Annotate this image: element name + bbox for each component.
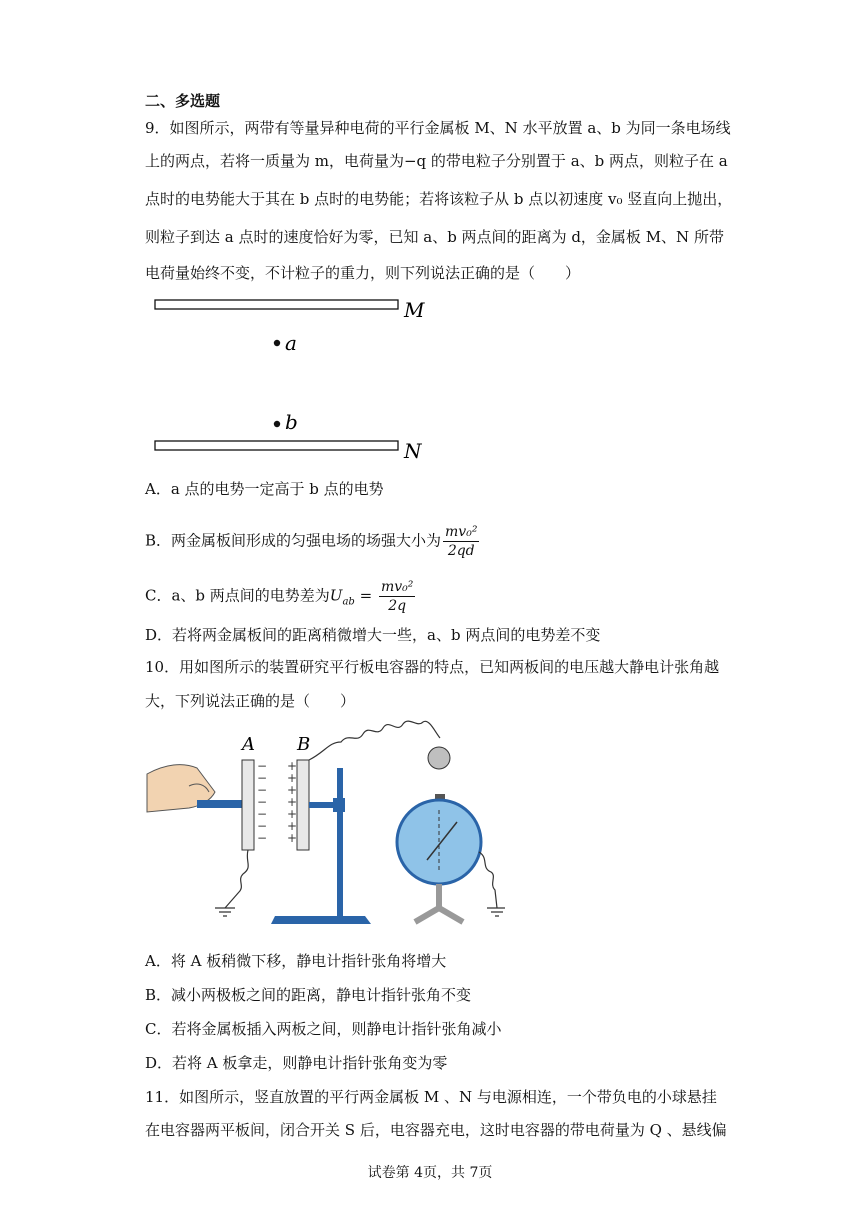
label-plate-b: B <box>297 734 311 755</box>
plate-b-plus-signs <box>287 759 297 845</box>
plate-b <box>297 760 309 850</box>
q9-option-c[interactable] <box>145 578 415 615</box>
q11-line-2: 在电容器两平板间，闭合开关 S 后，电容器充电，这时电容器的带电荷量为 Q 、悬线偏 <box>145 1121 727 1139</box>
ground-symbol-icon <box>215 908 235 916</box>
q10-option-c[interactable]: C．若将金属板插入两板之间，则静电计指针张角减小 <box>145 1020 502 1038</box>
svg-text:+: + <box>287 831 298 845</box>
electroscope-stand <box>415 884 463 922</box>
svg-text:+: + <box>287 771 298 785</box>
plate-a-ground-wire <box>225 850 248 908</box>
q9-option-c-equals: = <box>354 586 377 605</box>
q9-option-b-text: B．两金属板间形成的匀强电场的场强大小为 <box>145 531 442 550</box>
svg-text:−: − <box>257 819 268 833</box>
label-a: a <box>285 331 297 355</box>
connecting-wire <box>309 721 440 760</box>
point-a-dot <box>274 340 280 346</box>
svg-text:−: − <box>257 807 268 821</box>
label-m: M <box>404 298 425 322</box>
q9-line-1: 9．如图所示，两带有等量异种电荷的平行金属板 M、N 水平放置 a、b 为同一条电场线 <box>145 119 731 137</box>
q11-line-1: 11．如图所示，竖直放置的平行两金属板 M 、N 与电源相连，一个带负电的小球悬挂 <box>145 1088 717 1106</box>
q9-line-5: 电荷量始终不变，不计粒子的重力，则下列说法正确的是（ ） <box>145 264 581 282</box>
electroscope-ball <box>428 747 450 769</box>
q9-option-b[interactable] <box>145 523 479 560</box>
svg-text:−: − <box>257 831 268 845</box>
q9-option-c-denominator: 2q <box>388 598 407 614</box>
q10-option-b[interactable]: B．减小两极板之间的距离，静电计指针张角不变 <box>145 986 472 1004</box>
label-n: N <box>404 439 422 463</box>
svg-text:−: − <box>257 771 268 785</box>
q9-option-b-denominator: 2qd <box>447 543 475 559</box>
q9-option-c-subscript: ab <box>342 596 355 608</box>
q10-figure <box>145 712 505 932</box>
section-title: 二、多选题 <box>145 92 221 110</box>
svg-text:+: + <box>287 759 298 773</box>
svg-text:+: + <box>287 783 298 797</box>
point-b-dot <box>274 421 280 427</box>
label-plate-a: A <box>242 734 255 755</box>
q10-option-a[interactable]: A．将 A 板稍微下移，静电计指针张角将增大 <box>145 952 447 970</box>
label-b: b <box>285 410 298 434</box>
plate-a-rod <box>197 800 245 808</box>
stand-clamp <box>333 798 345 812</box>
q9-figure <box>150 295 440 465</box>
q10-line-1: 10．用如图所示的装置研究平行板电容器的特点，已知两板间的电压越大静电计张角越 <box>145 658 720 676</box>
plate-a-minus-signs <box>257 759 267 845</box>
q9-option-c-text: C．a、b 两点间的电势差为 <box>145 586 330 605</box>
q9-option-c-variable: U <box>329 586 343 605</box>
plate-a <box>242 760 254 850</box>
svg-text:+: + <box>287 819 298 833</box>
q10-line-2: 大，下列说法正确的是（ ） <box>145 692 356 710</box>
q9-option-b-numerator: mv₀² <box>445 524 478 540</box>
q9-option-b-fraction <box>443 523 479 560</box>
q9-option-c-numerator: mv₀² <box>380 579 414 595</box>
svg-text:−: − <box>257 783 268 797</box>
q9-line-3: 点时的电势能大于其在 b 点时的电势能；若将该粒子从 b 点以初速度 v₀ 竖直向上抛出， <box>145 190 733 208</box>
svg-text:−: − <box>257 759 268 773</box>
svg-text:−: − <box>257 795 268 809</box>
ground-symbol-2-icon <box>487 908 505 916</box>
stand-pole <box>337 768 343 916</box>
stand-base <box>271 916 371 924</box>
q9-option-d[interactable]: D．若将两金属板间的距离稍微增大一些，a、b 两点间的电势差不变 <box>145 626 601 644</box>
q10-option-d[interactable]: D．若将 A 板拿走，则静电计指针张角变为零 <box>145 1054 448 1072</box>
q9-option-c-fraction <box>379 578 415 615</box>
page-footer: 试卷第 4页，共 7页 <box>367 1165 493 1181</box>
q9-option-a[interactable]: A．a 点的电势一定高于 b 点的电势 <box>145 480 384 498</box>
plate-n <box>155 441 398 450</box>
q9-line-2: 上的两点，若将一质量为 m，电荷量为−q 的带电粒子分别置于 a、b 两点，则粒子在 a <box>145 152 728 170</box>
svg-text:+: + <box>287 795 298 809</box>
svg-text:+: + <box>287 807 298 821</box>
electroscope-ground-wire <box>479 852 497 908</box>
q9-line-4: 则粒子到达 a 点时的速度恰好为零，已知 a、b 两点间的距离为 d，金属板 M、N 所带 <box>145 228 724 246</box>
plate-m <box>155 300 398 309</box>
